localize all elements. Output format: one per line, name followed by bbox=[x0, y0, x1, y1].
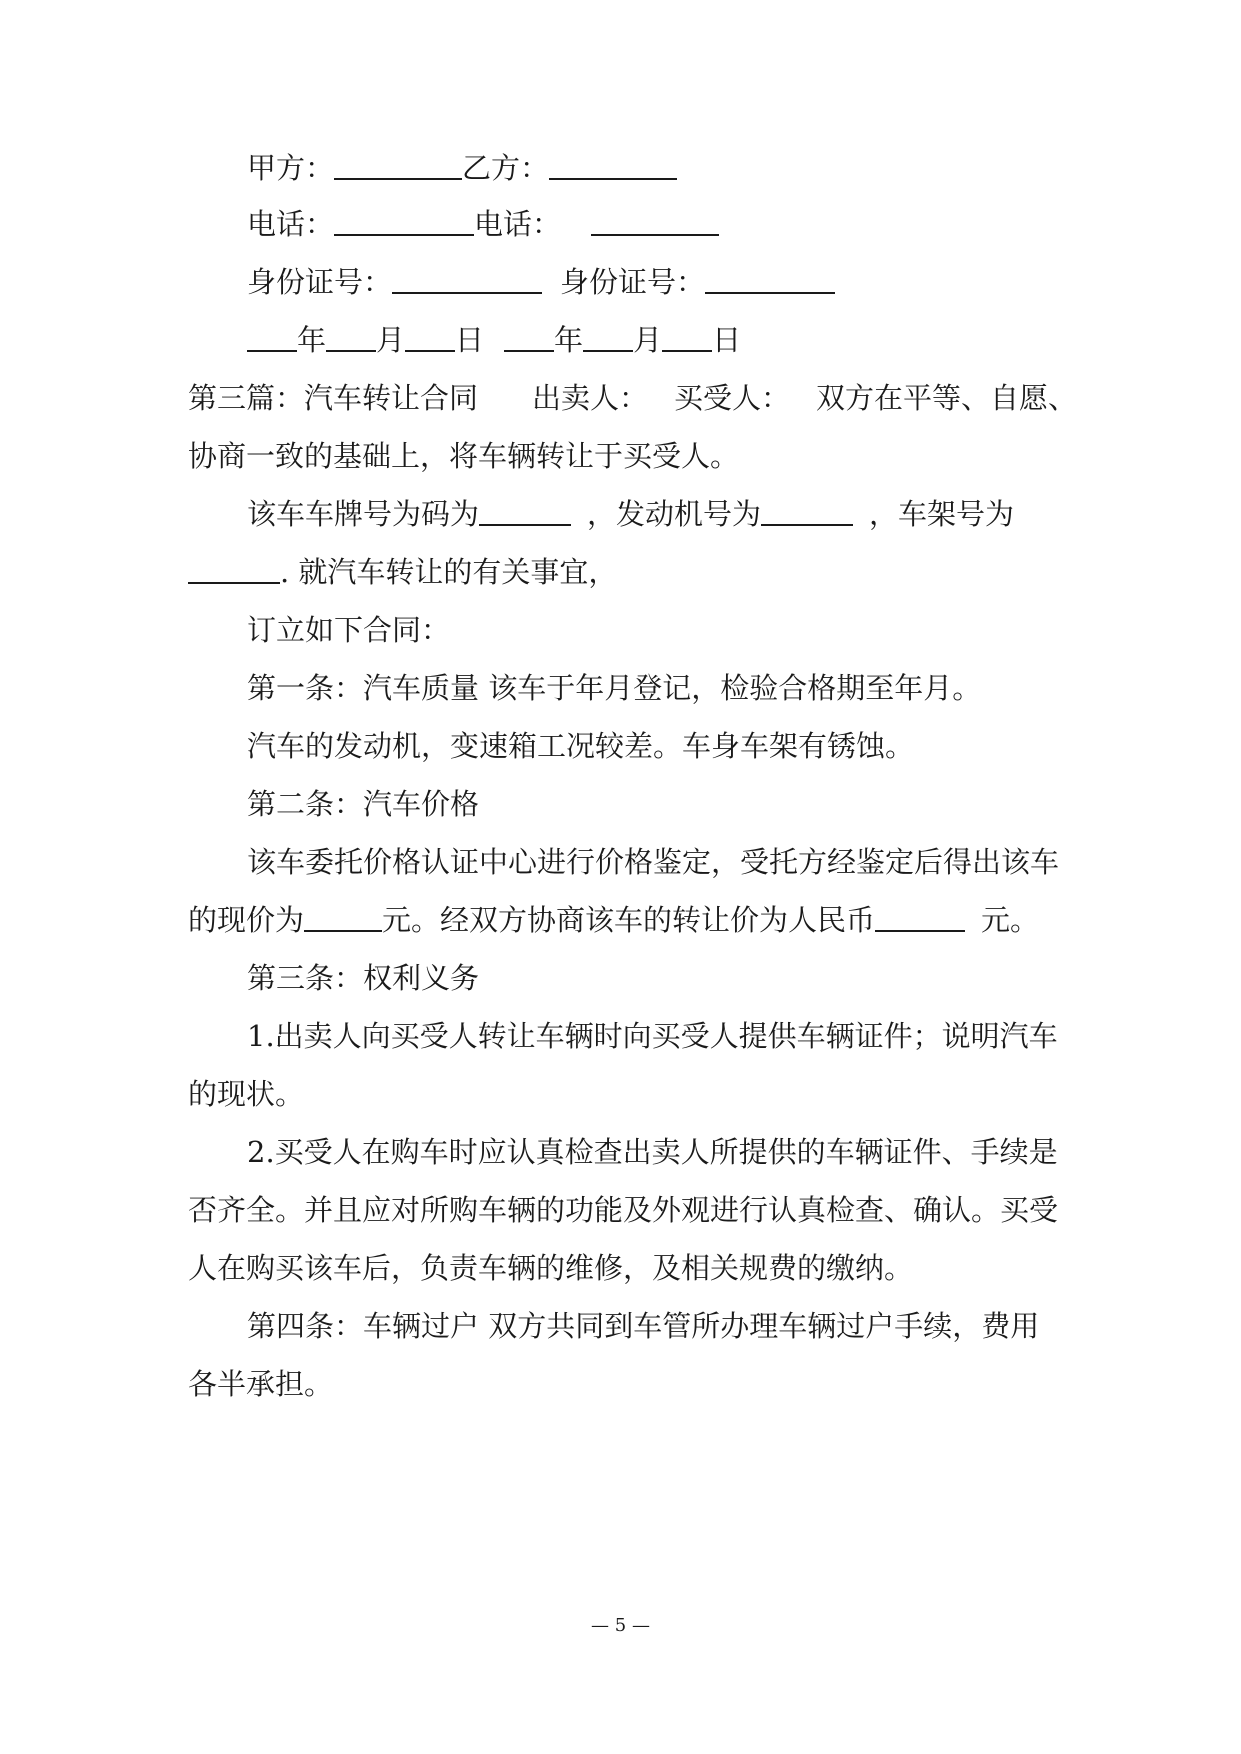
article-3-item-2a: 2.买受人在购车时应认真检查出卖人所提供的车辆证件、手续是 bbox=[247, 1135, 1058, 1169]
day-b-label: 日 bbox=[712, 323, 742, 357]
current-price-label: 的现价为 bbox=[188, 903, 305, 937]
transfer-price-blank bbox=[875, 902, 965, 932]
article-1-detail: 汽车的发动机，变速箱工况较差。车身车架有锈蚀。 bbox=[247, 729, 915, 763]
id-b-label: 身份证号： bbox=[560, 265, 706, 299]
year-b-label: 年 bbox=[554, 323, 584, 357]
vehicle-id-line bbox=[247, 494, 1014, 534]
intro-line-2: 协商一致的基础上，将车辆转让于买受人。 bbox=[188, 439, 740, 473]
article-2-price-line bbox=[188, 900, 1039, 940]
id-a-label: 身份证号： bbox=[247, 265, 393, 299]
vehicle-id-line-2 bbox=[188, 552, 617, 592]
tel-line bbox=[247, 204, 719, 244]
id-b-blank bbox=[705, 264, 835, 294]
party-b-label: 乙方： bbox=[462, 151, 550, 185]
year-b-blank bbox=[504, 322, 554, 352]
frame-label: ，车架号为 bbox=[869, 497, 1015, 531]
tel-a-label: 电话： bbox=[247, 207, 335, 241]
article-1: 第一条：汽车质量 该车于年月登记，检验合格期至年月。 bbox=[247, 671, 982, 705]
party-a-label: 甲方： bbox=[247, 151, 335, 185]
day-a-blank bbox=[405, 322, 455, 352]
article-3-item-1a: 1.出卖人向买受人转让车辆时向买受人提供车辆证件；说明汽车 bbox=[247, 1019, 1058, 1053]
article-4a: 第四条：车辆过户 双方共同到车管所办理车辆过户手续，费用 bbox=[247, 1309, 1040, 1343]
article-3-item-2b: 否齐全。并且应对所购车辆的功能及外观进行认真检查、确认。买受 bbox=[188, 1193, 1059, 1227]
month-b-blank bbox=[583, 322, 633, 352]
page-number: — 5 — bbox=[591, 1615, 650, 1636]
day-a-label: 日 bbox=[455, 323, 485, 357]
month-a-label: 月 bbox=[376, 323, 406, 357]
buyer-label: 买受人： bbox=[674, 381, 791, 415]
date-line bbox=[247, 320, 741, 360]
party-line bbox=[247, 148, 677, 188]
id-line bbox=[247, 262, 835, 302]
plate-blank bbox=[479, 496, 571, 526]
plate-label: 该车车牌号为码为 bbox=[247, 497, 480, 531]
section-title: 第三篇：汽车转让合同 bbox=[188, 381, 479, 415]
agree-line: 订立如下合同： bbox=[247, 613, 451, 647]
engine-blank bbox=[761, 496, 853, 526]
tel-b-label: 电话： bbox=[474, 207, 562, 241]
current-price-blank bbox=[304, 902, 382, 932]
section-title-line bbox=[188, 378, 1077, 418]
intro-text: 双方在平等、自愿、 bbox=[816, 381, 1078, 415]
article-3-item-1b: 的现状。 bbox=[188, 1077, 305, 1111]
year-a-blank bbox=[247, 322, 297, 352]
day-b-blank bbox=[662, 322, 712, 352]
transfer-matter-text: . 就汽车转让的有关事宜， bbox=[280, 555, 618, 589]
party-b-blank bbox=[549, 150, 677, 180]
month-b-label: 月 bbox=[633, 323, 663, 357]
id-a-blank bbox=[392, 264, 542, 294]
article-2: 第二条：汽车价格 bbox=[247, 787, 480, 821]
tel-a-blank bbox=[334, 206, 474, 236]
month-a-blank bbox=[326, 322, 376, 352]
price-unit: 元。 bbox=[981, 903, 1040, 937]
seller-label: 出卖人： bbox=[532, 381, 649, 415]
article-4b: 各半承担。 bbox=[188, 1367, 334, 1401]
article-3: 第三条：权利义务 bbox=[247, 961, 480, 995]
party-a-blank bbox=[334, 150, 462, 180]
article-2-detail: 该车委托价格认证中心进行价格鉴定，受托方经鉴定后得出该车 bbox=[247, 845, 1060, 879]
transfer-price-label: 元。经双方协商该车的转让价为人民币 bbox=[382, 903, 876, 937]
article-3-item-2c: 人在购买该车后，负责车辆的维修，及相关规费的缴纳。 bbox=[188, 1251, 914, 1285]
tel-b-blank bbox=[591, 206, 719, 236]
frame-blank bbox=[188, 554, 280, 584]
engine-label: ，发动机号为 bbox=[587, 497, 762, 531]
year-a-label: 年 bbox=[297, 323, 327, 357]
